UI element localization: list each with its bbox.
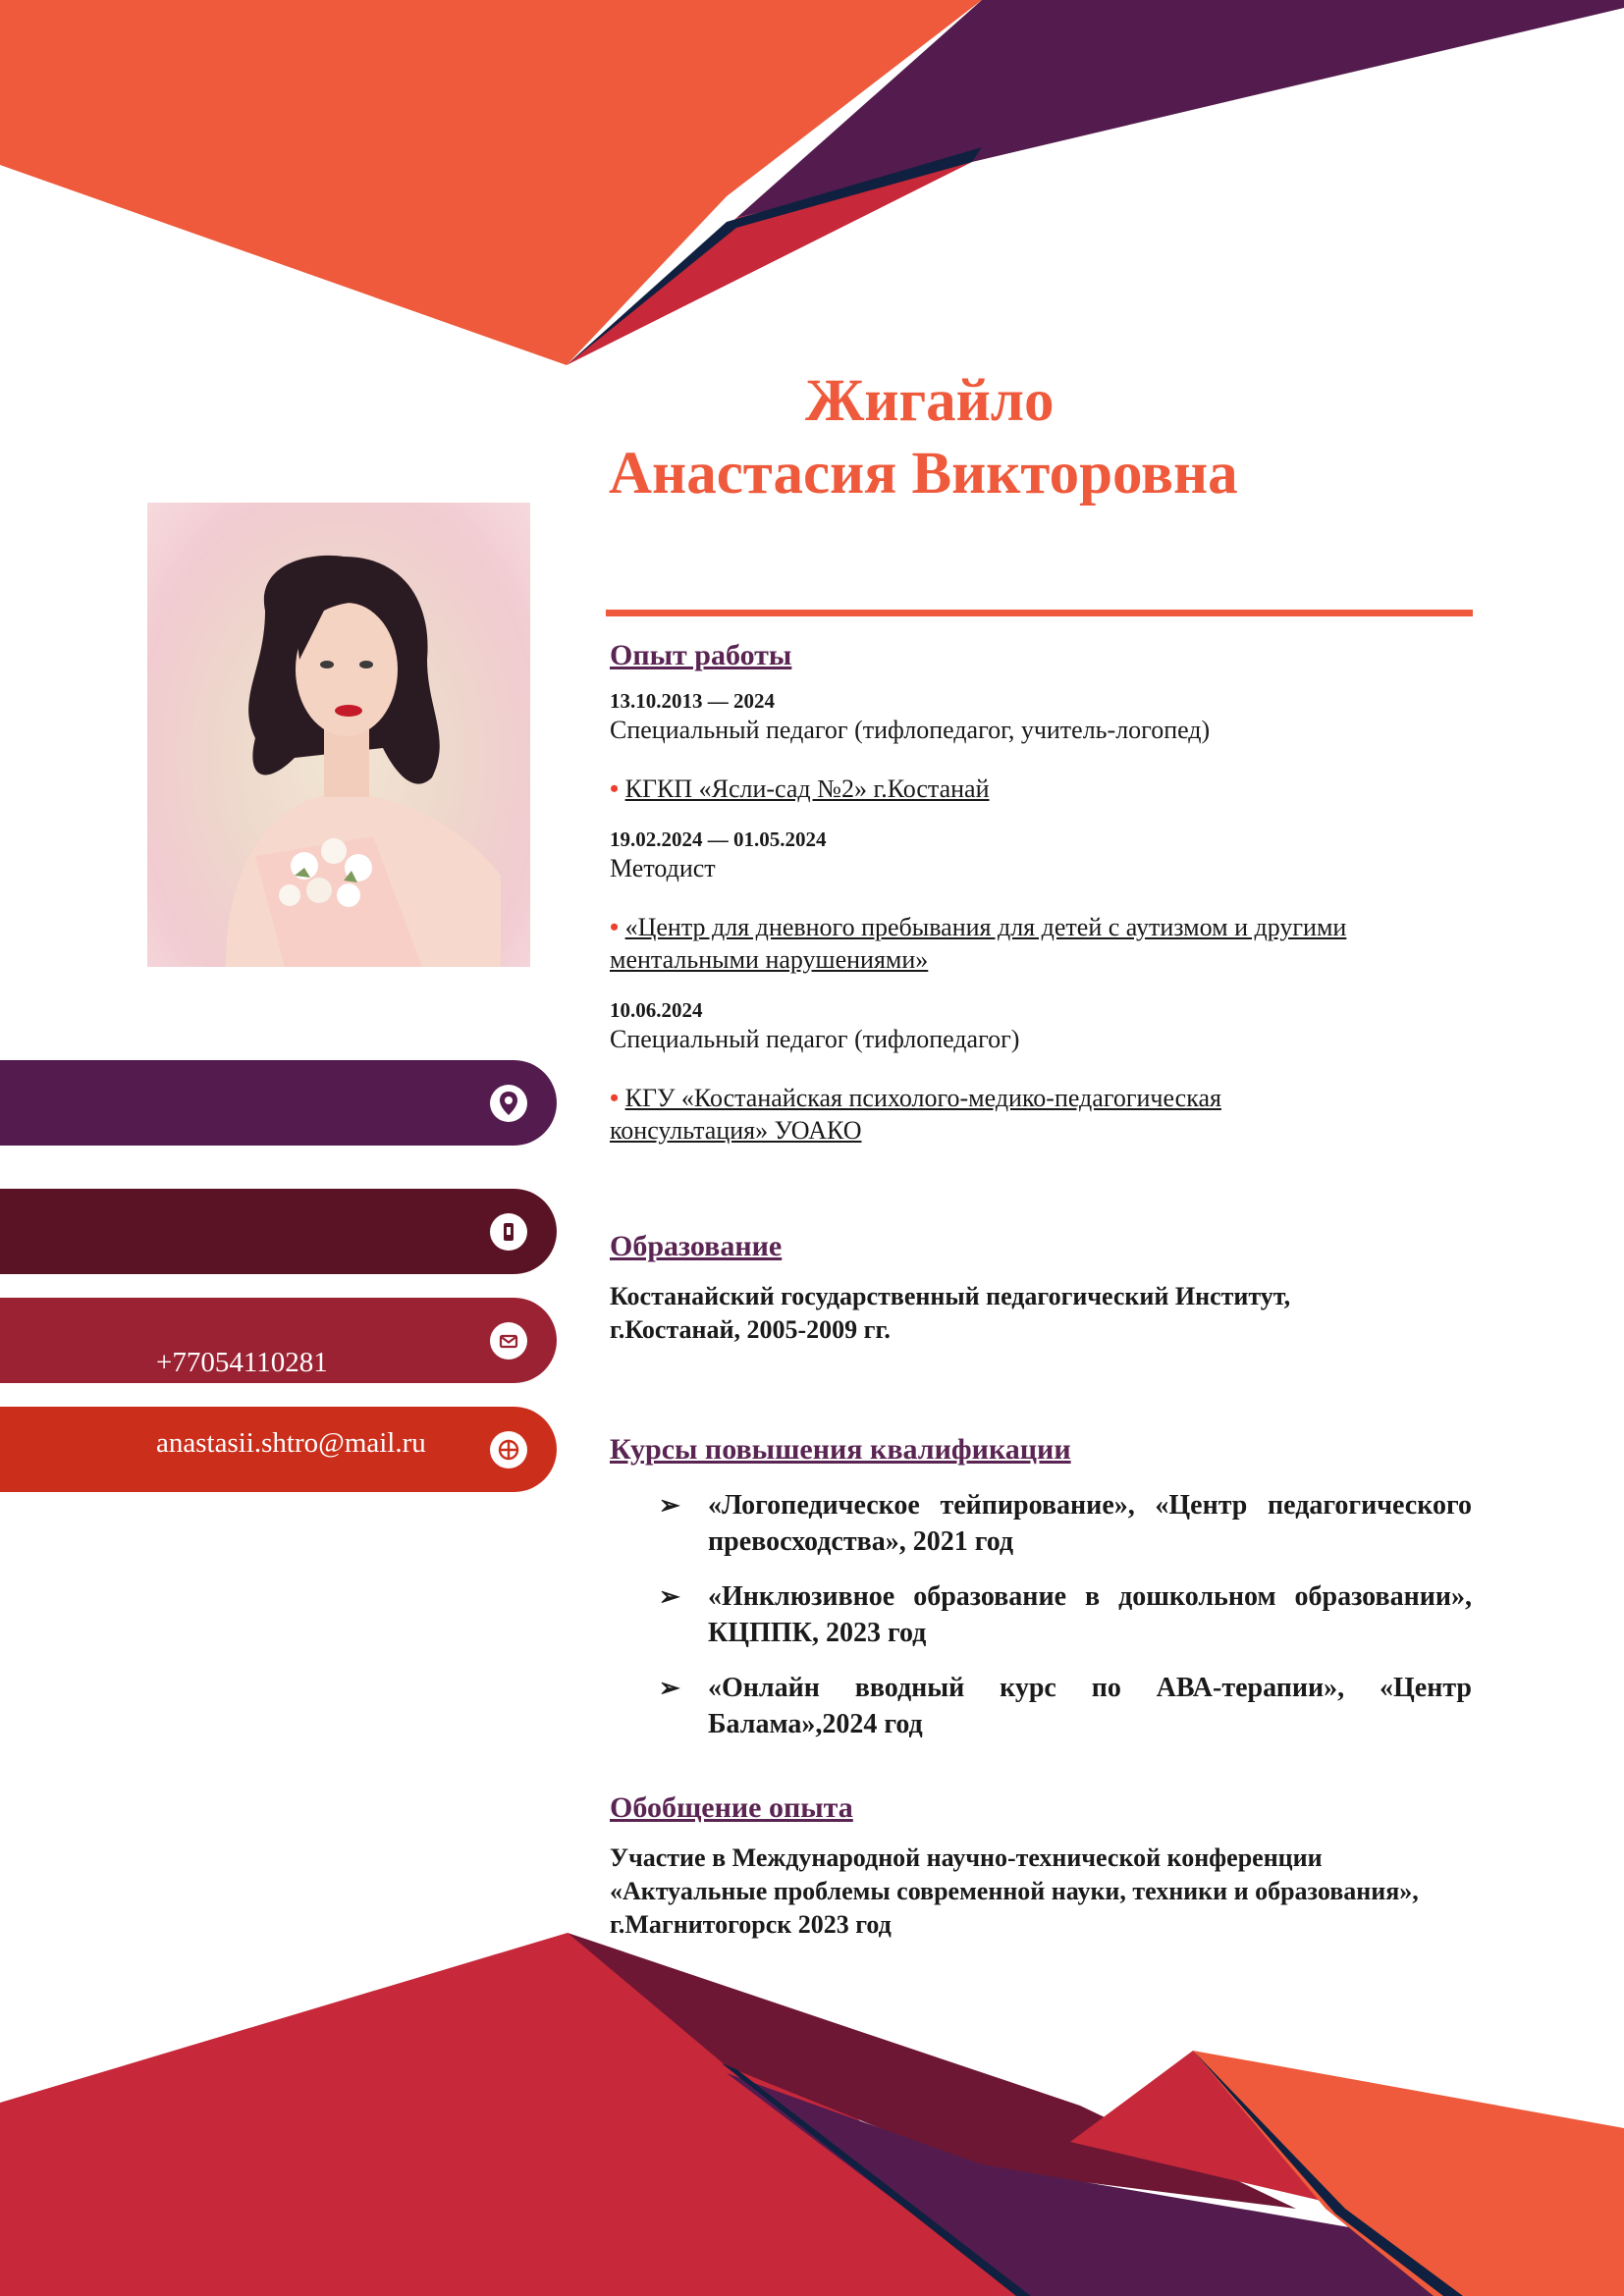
phone-icon[interactable] [490, 1213, 527, 1251]
course-item [610, 1487, 1474, 1560]
job-role: Специальный педагог (тифлопедагог) [610, 1025, 1020, 1053]
courses-list [610, 1487, 1474, 1742]
experience-title: Опыт работы [610, 639, 792, 671]
job-role: Специальный педагог (тифлопедагог, учитель-логопед) [610, 716, 1211, 744]
education-title: Образование [610, 1230, 783, 1262]
job-organization[interactable] [610, 773, 1474, 805]
course-item [610, 1578, 1474, 1651]
email-address[interactable]: anastasii.shtro@mail.ru [156, 1427, 426, 1459]
job-organization[interactable] [610, 911, 1474, 976]
courses-title: Курсы повышения квалификации [610, 1433, 1071, 1466]
bullet-dot: • [610, 1084, 620, 1112]
portrait-photo [147, 503, 530, 967]
address-bar [0, 1060, 557, 1146]
summary-text: Участие в Международной научно-технической конференции «Актуальные проблемы современной науки, техники и образования», г.Магнитогорск 2023 год [610, 1843, 1419, 1939]
bullet-dot: • [610, 774, 620, 803]
job-date: 10.06.2024 [610, 998, 703, 1022]
experience-section [610, 638, 1474, 1167]
bullet-dot: • [610, 913, 620, 941]
location-icon[interactable] [490, 1085, 527, 1122]
job-role: Методист [610, 854, 716, 882]
arrow-bullet-icon: ➢ [659, 1674, 680, 1702]
education-text: Костанайский государственный педагогический Институт, г.Костанай, 2005-2009 гг. [610, 1282, 1291, 1344]
courses-section [610, 1432, 1474, 1761]
phone-number[interactable]: +77054110281 [156, 1347, 328, 1378]
given-names: Анастасия Викторовна [609, 441, 1238, 507]
web-icon[interactable] [490, 1431, 527, 1468]
mail-icon[interactable] [490, 1322, 527, 1360]
summary-section [610, 1790, 1474, 1942]
job-organization-link[interactable]: КГКП «Ясли-сад №2» г.Костанай [624, 774, 990, 803]
phone-bar [0, 1189, 557, 1274]
course-text: «Логопедическое тейпирование», «Центр педагогического превосходства», 2021 год [708, 1490, 1472, 1557]
job-date: 13.10.2013 — 2024 [610, 689, 775, 713]
arrow-bullet-icon: ➢ [659, 1491, 680, 1520]
job-organization-link[interactable]: КГУ «Костанайская психолого-медико-педагогическая консультация» УОАКО [610, 1084, 1221, 1145]
job-entry [610, 826, 1474, 976]
surname: Жигайло [805, 368, 1055, 434]
person-name [609, 365, 1473, 510]
job-entry [610, 996, 1474, 1147]
course-text: «Инклюзивное образование в дошкольном образовании», КЦППК, 2023 год [708, 1581, 1472, 1648]
arrow-bullet-icon: ➢ [659, 1582, 680, 1611]
course-item [610, 1670, 1474, 1742]
header-divider [606, 610, 1473, 616]
education-section [610, 1229, 1474, 1347]
web-bar [0, 1407, 557, 1492]
portrait-illustration [147, 503, 530, 967]
summary-title: Обобщение опыта [610, 1791, 853, 1824]
course-text: «Онлайн вводный курс по АВА-терапии», «Центр Балама»,2024 год [708, 1673, 1472, 1739]
job-organization[interactable] [610, 1082, 1317, 1147]
job-organization-link[interactable]: «Центр для дневного пребывания для детей с аутизмом и другими ментальными нарушениями» [610, 913, 1347, 974]
job-date: 19.02.2024 — 01.05.2024 [610, 828, 827, 851]
job-entry [610, 687, 1474, 805]
